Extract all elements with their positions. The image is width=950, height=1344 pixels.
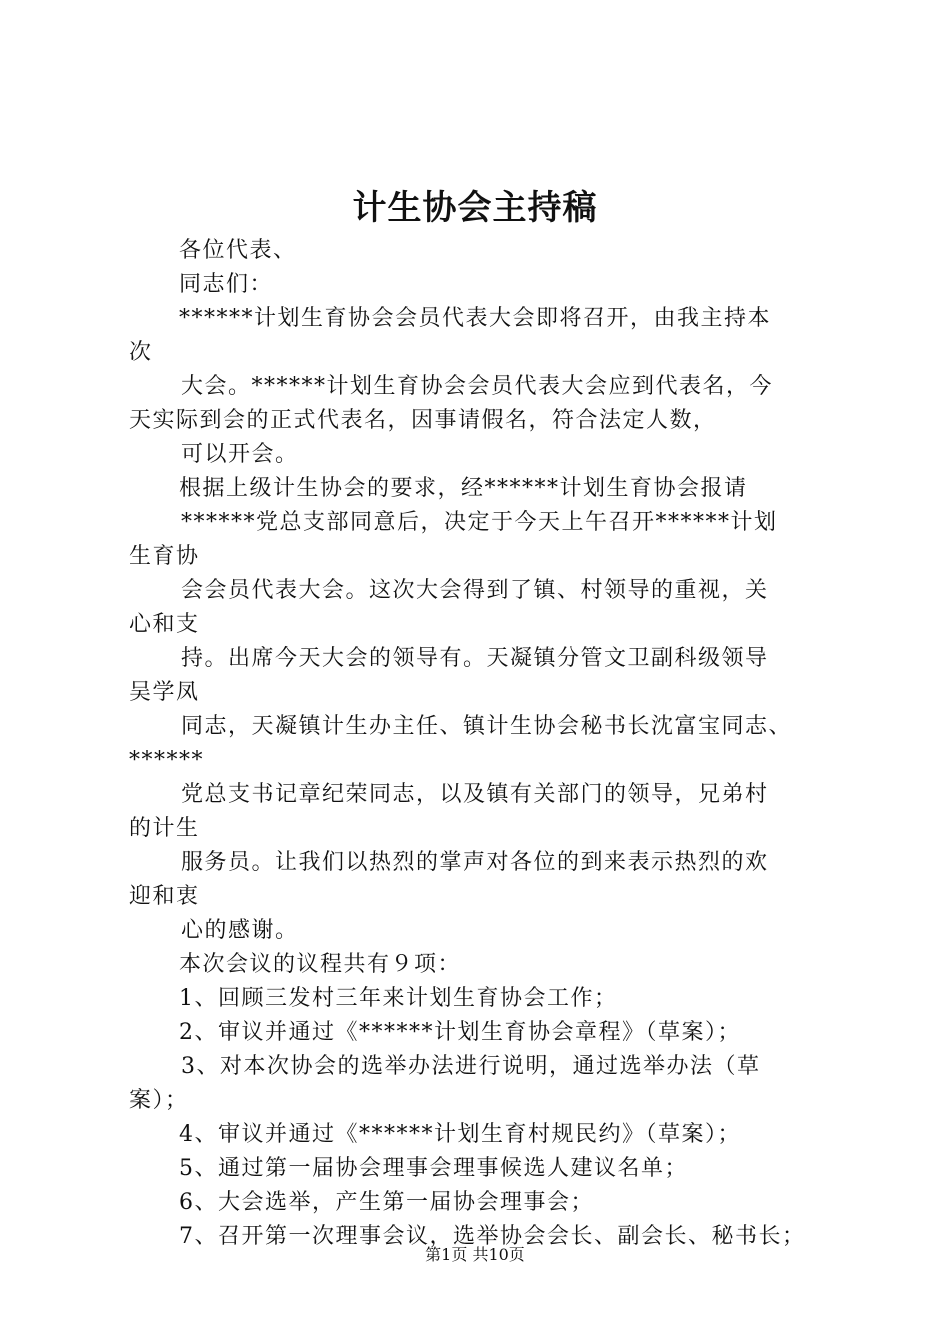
paragraph-line: 同志，天凝镇计生办主任、镇计生协会秘书长沈富宝同志、 <box>181 714 793 739</box>
paragraph-line: 心的感谢。 <box>181 918 299 943</box>
document-title: 计生协会主持稿 <box>352 188 598 228</box>
paragraph-line: 根据上级计生协会的要求，经******计划生育协会报请 <box>179 476 748 501</box>
agenda-item: 5、通过第一届协会理事会理事候选人建议名单； <box>179 1156 688 1181</box>
salutation-line: 同志们： <box>179 272 274 297</box>
agenda-item: 4、审议并通过《******计划生育村规民约》（草案）； <box>179 1122 741 1147</box>
paragraph-line: ******党总支部同意后，决定于今天上午召开******计划 <box>181 510 778 535</box>
agenda-item: 案）； <box>129 1088 189 1113</box>
paragraph-line: 会会员代表大会。这次大会得到了镇、村领导的重视，关 <box>181 578 769 603</box>
paragraph-line: 本次会议的议程共有９项： <box>179 952 462 977</box>
salutation-line: 各位代表、 <box>179 238 297 263</box>
agenda-item: 7、召开第一次理事会议，选举协会会长、副会长、秘书长； <box>179 1224 806 1249</box>
agenda-item: 3、对本次协会的选举办法进行说明，通过选举办法（草 <box>181 1054 761 1079</box>
paragraph-line: 心和支 <box>129 612 200 637</box>
paragraph-line: 生育协 <box>129 544 200 569</box>
paragraph-line: 大会。******计划生育协会会员代表大会应到代表名，今 <box>181 374 774 399</box>
paragraph-line: 服务员。让我们以热烈的掌声对各位的到来表示热烈的欢 <box>181 850 769 875</box>
paragraph-line: 的计生 <box>129 816 200 841</box>
agenda-item: 6、大会选举，产生第一届协会理事会； <box>179 1190 594 1215</box>
paragraph-line: ******计划生育协会会员代表大会即将召开，由我主持本 <box>179 306 772 331</box>
document-body <box>129 234 849 1254</box>
paragraph-line: 天实际到会的正式代表名，因事请假名，符合法定人数， <box>129 408 717 433</box>
agenda-item: 2、审议并通过《******计划生育协会章程》（草案）； <box>179 1020 741 1045</box>
agenda-item: 1、回顾三发村三年来计划生育协会工作； <box>179 986 618 1011</box>
paragraph-line: 持。出席今天大会的领导有。天凝镇分管文卫副科级领导 <box>181 646 769 671</box>
paragraph-line: 党总支书记章纪荣同志，以及镇有关部门的领导，兄弟村 <box>181 782 769 807</box>
page-footer: 第1页 共10页 <box>425 1245 525 1264</box>
paragraph-line: 吴学凤 <box>129 680 200 705</box>
paragraph-line: 次 <box>129 340 153 365</box>
paragraph-line: 迎和衷 <box>129 884 200 909</box>
paragraph-line: 可以开会。 <box>181 442 299 467</box>
paragraph-line: ****** <box>129 748 204 773</box>
